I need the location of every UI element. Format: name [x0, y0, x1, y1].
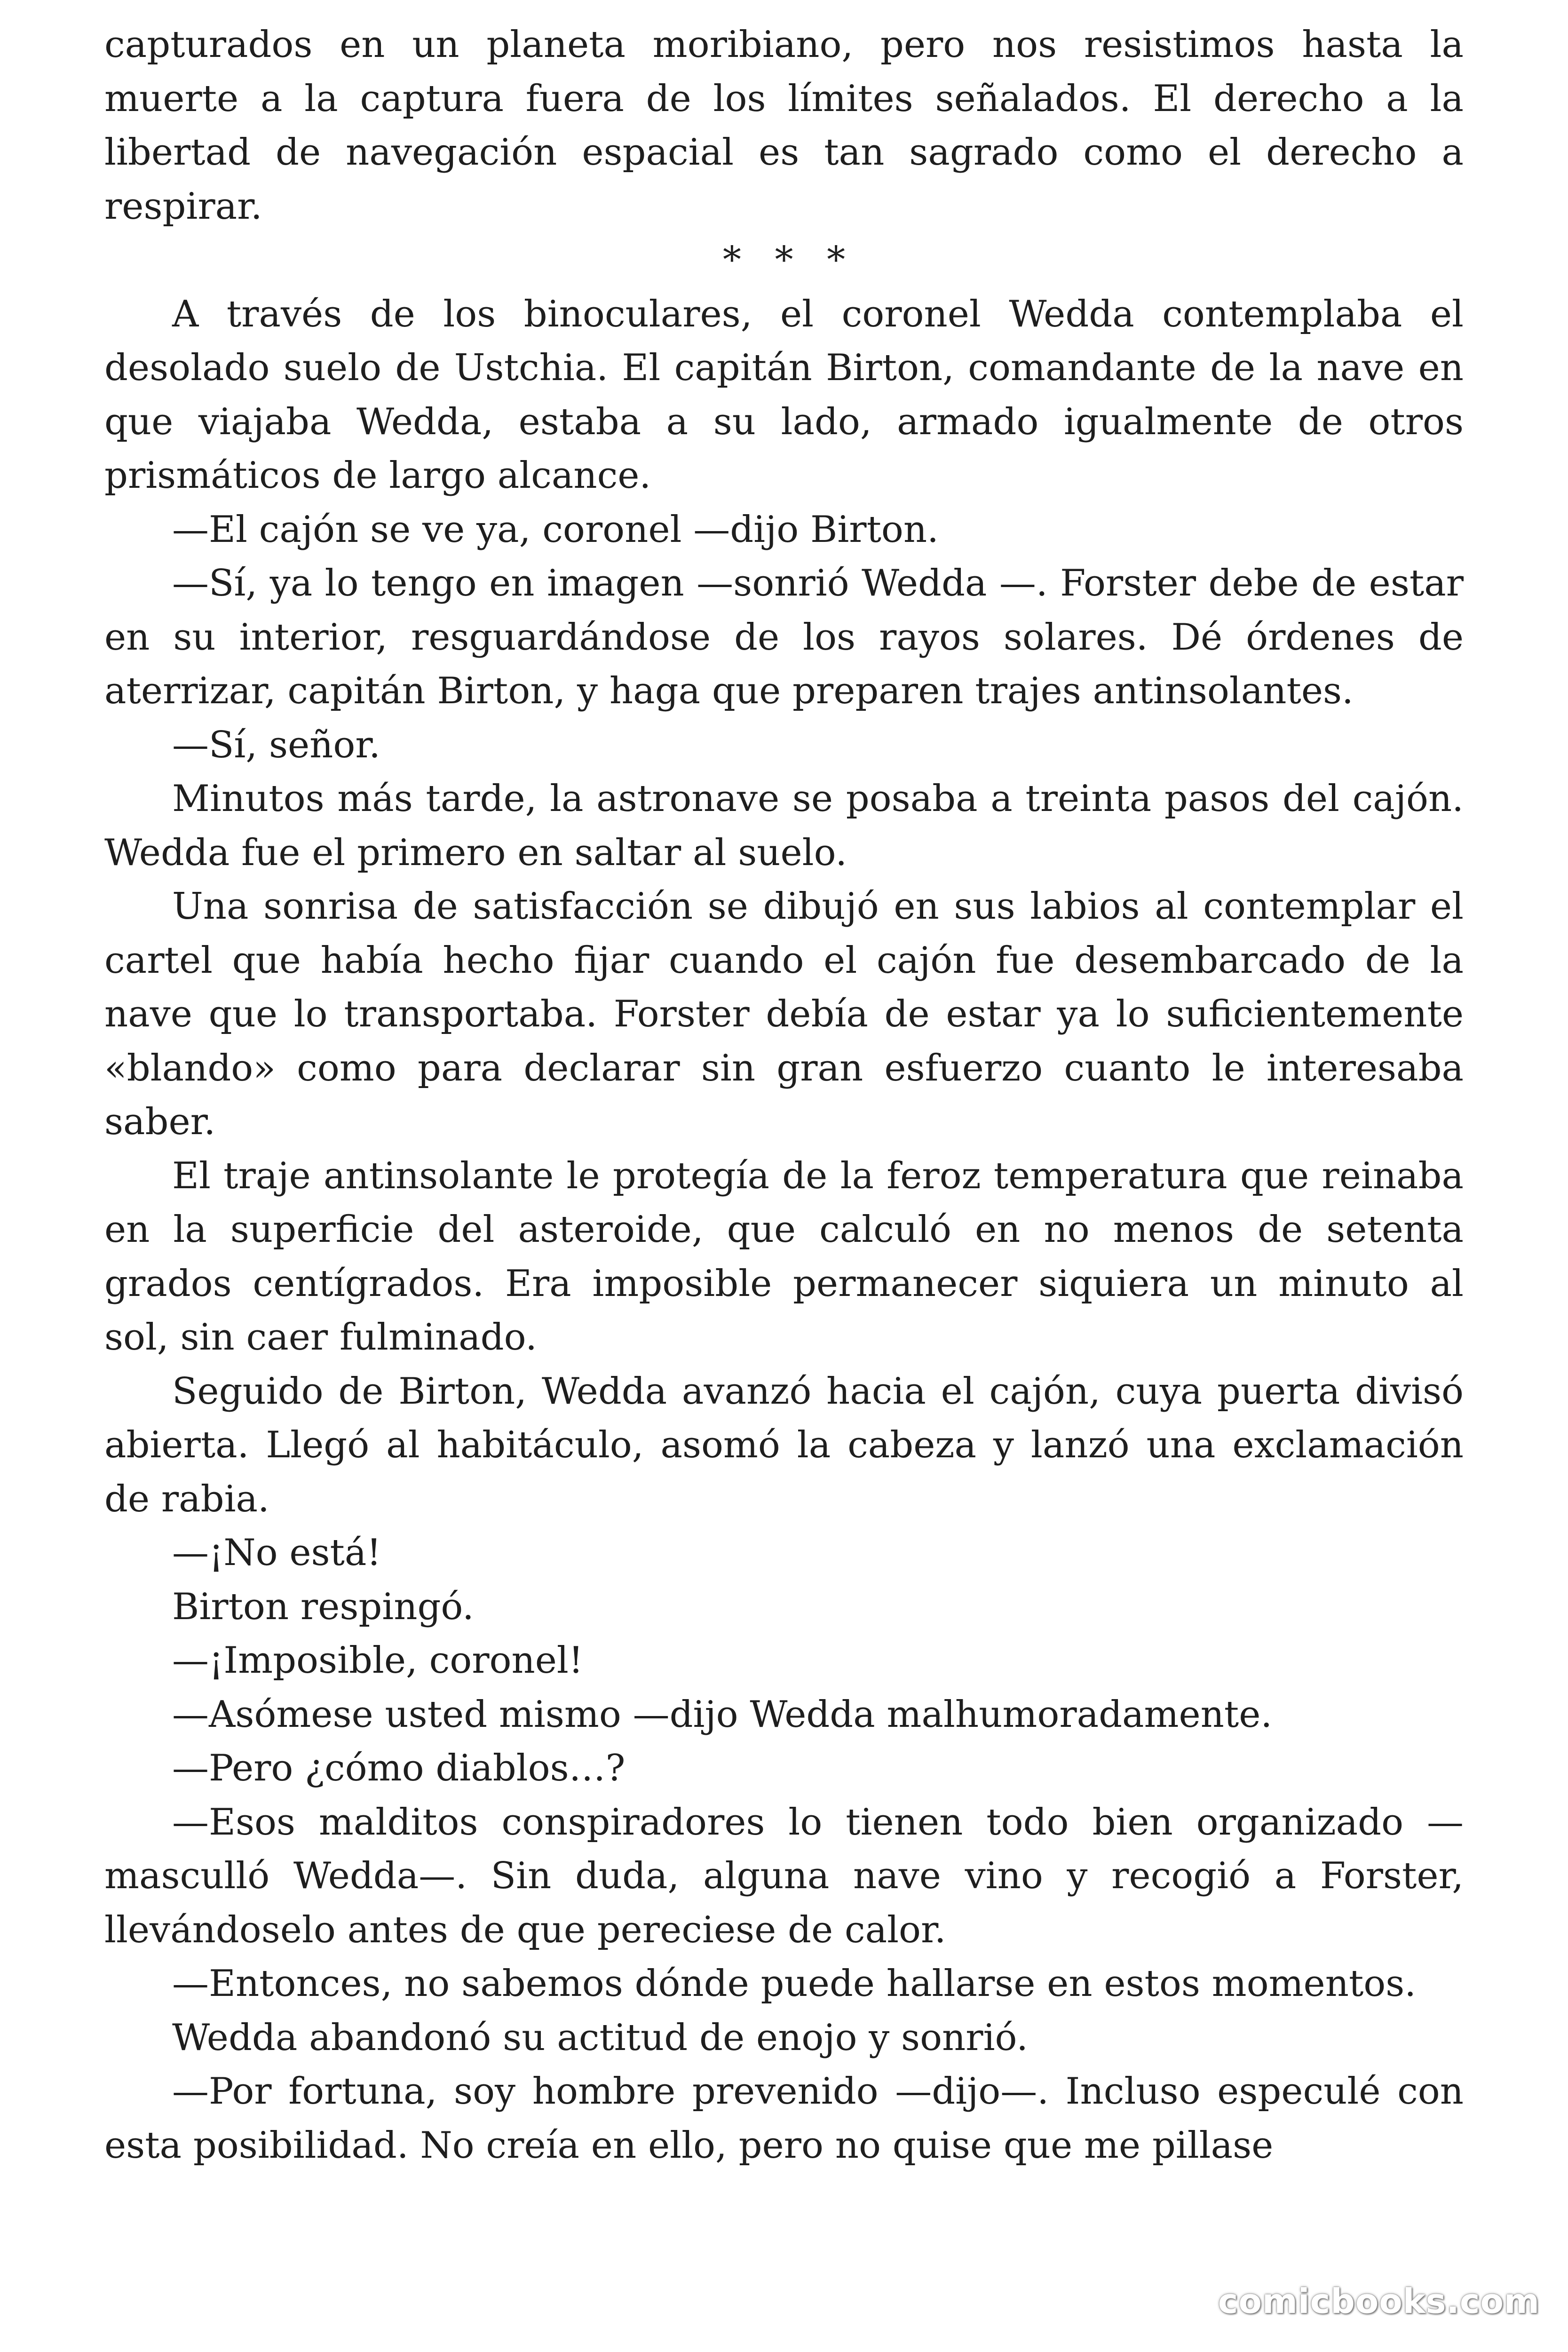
paragraph: —Pero ¿cómo diablos…? [172, 1747, 626, 1789]
paragraph: —Asómese usted mismo —dijo Wedda malhumoradamente. [172, 1693, 1273, 1736]
paragraph: —Esos malditos conspiradores lo tienen todo bien organizado — masculló Wedda—. Sin duda, alguna nave vino y recogió a Forster, llevándoselo antes de que pereciese de calor. [104, 1801, 1464, 1951]
paragraph: —Sí, ya lo tengo en imagen —sonrió Wedda —. Forster debe de estar en su interior, resguardándose de los rayos solares. Dé órdenes de aterrizar, capitán Birton, y haga que preparen trajes antinsolantes. [104, 562, 1464, 712]
paragraph: Minutos más tarde, la astronave se posaba a treinta pasos del cajón. Wedda fue el primero en saltar al suelo. [104, 778, 1464, 874]
paragraph: Birton respingó. [172, 1585, 474, 1628]
paragraph: —El cajón se ve ya, coronel —dijo Birton. [172, 508, 939, 551]
paragraph-continued: capturados en un planeta moribiano, pero nos resistimos hasta la muerte a la captura fuera de los límites señalados. El derecho a la libertad de navegación espacial es tan sagrado como el derecho a respirar. [104, 24, 1464, 228]
paragraph: Una sonrisa de satisfacción se dibujó en sus labios al contemplar el cartel que había hecho fijar cuando el cajón fue desembarcado de la nave que lo transportaba. Forster debía de estar ya lo suficientemente «blando» como para declarar sin gran esfuerzo cuanto le interesaba saber. [104, 885, 1464, 1143]
paragraph: —¡Imposible, coronel! [172, 1639, 584, 1682]
paragraph: —Por fortuna, soy hombre prevenido —dijo—. Incluso especulé con esta posibilidad. No creía en ello, pero no quise que me pillase [104, 2070, 1464, 2167]
paragraph: —Entonces, no sabemos dónde puede hallarse en estos momentos. [172, 1963, 1417, 2005]
book-page [104, 18, 1464, 2172]
paragraph: —¡No está! [172, 1532, 381, 1574]
paragraph: El traje antinsolante le protegía de la feroz temperatura que reinaba en la superficie del asteroide, que calculó en no menos de setenta grados centígrados. Era imposible permanecer siquiera un minuto al sol, sin caer fulminado. [104, 1154, 1464, 1359]
watermark: comicbooks.com [1218, 2281, 1540, 2321]
paragraph: A través de los binoculares, el coronel Wedda contemplaba el desolado suelo de Ustchia. El capitán Birton, comandante de la nave en que viajaba Wedda, estaba a su lado, armado igualmente de otros prismáticos de largo alcance. [104, 293, 1464, 497]
paragraph: Wedda abandonó su actitud de enojo y sonrió. [172, 2016, 1028, 2059]
paragraph: Seguido de Birton, Wedda avanzó hacia el cajón, cuya puerta divisó abierta. Llegó al habitáculo, asomó la cabeza y lanzó una exclamación de rabia. [104, 1370, 1464, 1520]
paragraph: —Sí, señor. [172, 723, 380, 766]
section-separator: * * * [722, 239, 856, 281]
